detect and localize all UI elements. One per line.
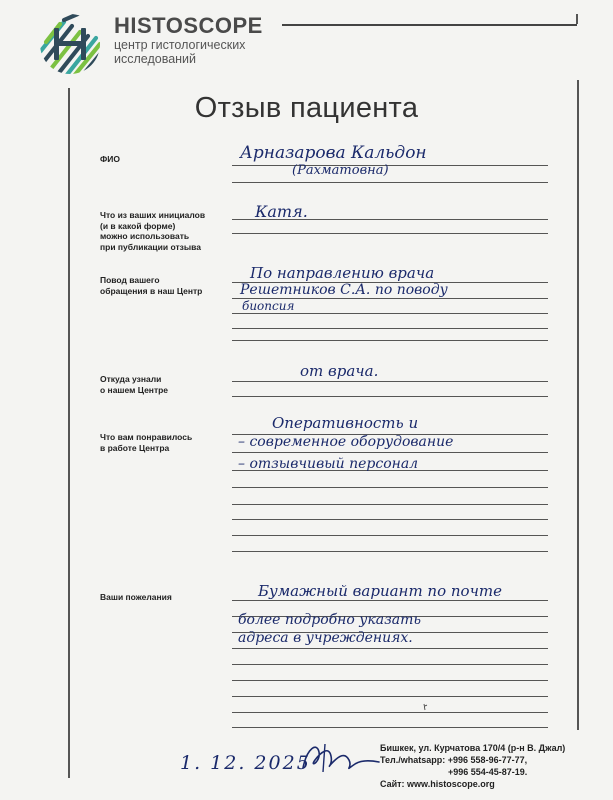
row-line: [232, 504, 548, 505]
row-line: [232, 600, 548, 601]
form-title: Отзыв пациента: [194, 92, 419, 124]
handwriting-name: Арназарова Кальдон: [240, 143, 427, 163]
header-corner: [576, 14, 578, 24]
header-rule: [282, 24, 577, 26]
row-line: [232, 396, 548, 397]
handwriting-initials: Катя.: [255, 202, 308, 221]
handwriting-source: от врача.: [300, 362, 379, 380]
right-border: [577, 80, 579, 730]
brand-name: HISTOSCOPE: [114, 13, 263, 38]
handwritten-signature-icon: [295, 738, 383, 778]
pen-mark-icon: [423, 703, 428, 711]
handwriting-patronymic: (Рахматовна): [292, 163, 389, 178]
row-line: [232, 535, 548, 536]
handwriting-reason-3: биопсия: [242, 299, 295, 313]
row-line: [232, 233, 548, 234]
brand-subtitle-1: центр гистологических: [114, 38, 246, 52]
row-line: [232, 551, 548, 552]
handwriting-wishes-3: адреса в учреждениях.: [238, 630, 413, 646]
row-line: [232, 664, 548, 665]
handwriting-liked-2: – современное оборудование: [238, 434, 454, 450]
handwriting-liked-1: Оперативность и: [272, 414, 419, 432]
field-label-wishes: Ваши пожелания: [100, 592, 172, 602]
date-handwritten: 1. 12. 2025: [180, 752, 311, 774]
field-label-liked: Что вам понравилось в работе Центра: [100, 432, 193, 453]
row-line: [232, 696, 548, 697]
row-line: [232, 487, 548, 488]
row-line: [232, 313, 548, 314]
row-line: [232, 328, 548, 329]
row-line: [232, 648, 548, 649]
field-label-source: Откуда узнали о нашем Центре: [100, 374, 169, 395]
handwriting-reason-1: По направлению врача: [250, 264, 435, 282]
row-line: [232, 727, 548, 728]
handwriting-wishes-2: более подробно указать: [238, 612, 421, 628]
handwriting-reason-2: Решетников С.А. по поводу: [240, 282, 448, 298]
brand-subtitle-2: исследований: [114, 52, 197, 66]
handwriting-liked-3: – отзывчивый персонал: [238, 456, 419, 472]
row-line: [232, 381, 548, 382]
footer-phone-2: +996 554-45-87-19.: [448, 767, 528, 777]
row-line: [232, 165, 548, 166]
histoscope-logo-icon: [38, 12, 102, 76]
brand-block: [114, 14, 263, 66]
row-line: [232, 340, 548, 341]
field-label-name: ФИО: [100, 154, 120, 164]
field-label-initials: Что из ваших инициалов (и в какой форме) можно использовать при публикации отзыва: [100, 210, 206, 252]
row-line: [232, 182, 548, 183]
footer-site: Сайт: www.histoscope.org: [380, 779, 495, 789]
row-line: [232, 712, 548, 713]
footer-contacts: [380, 742, 565, 790]
row-line: [232, 680, 548, 681]
field-label-reason: Повод вашего обращения в наш Центр: [100, 275, 203, 296]
footer-phone-1: Тел./whatsapp: +996 558-96-77-77,: [380, 755, 528, 765]
row-line: [232, 519, 548, 520]
left-border: [68, 88, 70, 778]
footer-address: Бишкек, ул. Курчатова 170/4 (р-н В. Джал): [380, 743, 566, 753]
row-line: [232, 452, 548, 453]
handwriting-wishes-1: Бумажный вариант по почте: [258, 582, 503, 600]
